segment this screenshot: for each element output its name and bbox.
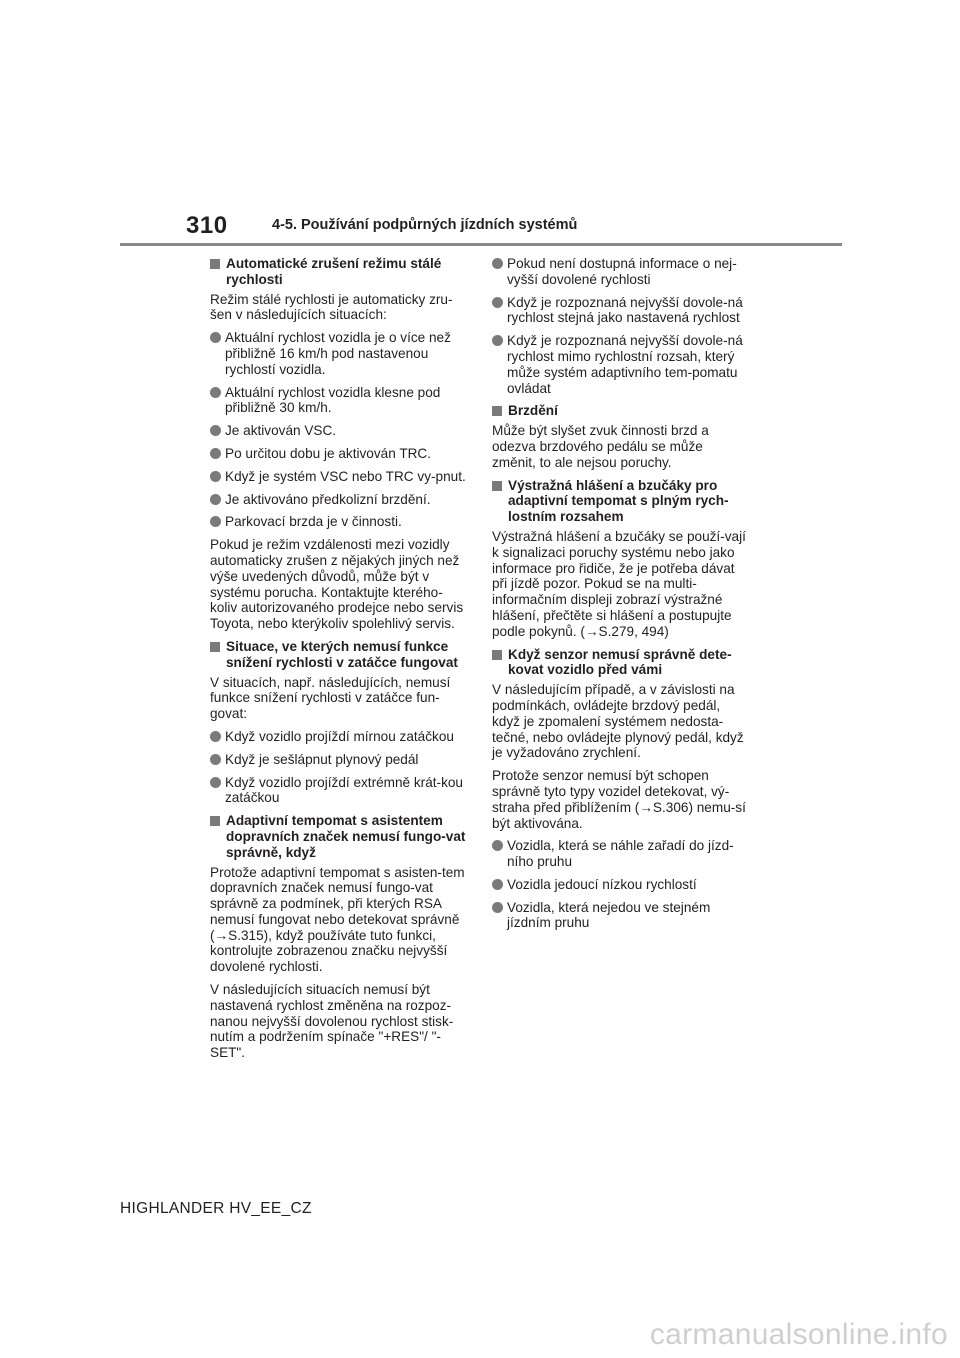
square-bullet-icon — [492, 481, 502, 491]
paragraph — [210, 982, 468, 1061]
list-item — [210, 729, 468, 745]
paragraph-text: V situacích, např. následujících, nemusí funkce snížení rychlosti v zatáčce fun-govat: — [210, 674, 451, 722]
section-heading — [210, 256, 468, 288]
paragraph-text: Pokud je režim vzdálenosti mezi vozidly automaticky zrušen z nějakých jiných než výše uvedených důvodů, může být v systému porucha. Kontaktujte kterého-koliv autorizovaného prodejce nebo servis Toyota, nebo kterýkoliv spolehlivý servis. — [210, 537, 464, 632]
list-item — [210, 469, 468, 485]
list-item — [210, 775, 468, 807]
list-item-text: Když je sešlápnut plynový pedál — [225, 751, 419, 767]
list-item-text: Po určitou dobu je aktivován TRC. — [225, 445, 432, 461]
square-bullet-icon — [210, 642, 220, 652]
square-bullet-icon — [492, 406, 502, 416]
paragraph — [210, 292, 468, 324]
paragraph — [210, 865, 468, 976]
list-item — [492, 295, 750, 327]
list-item — [492, 900, 750, 932]
circle-bullet-icon — [492, 879, 503, 890]
list-item — [210, 330, 468, 377]
right-column — [492, 256, 750, 938]
list-item — [492, 877, 750, 893]
circle-bullet-icon — [492, 840, 503, 851]
section-heading — [210, 639, 468, 671]
section-heading — [492, 478, 750, 525]
list-item — [210, 492, 468, 508]
circle-bullet-icon — [210, 494, 221, 505]
list-item-text: Když je systém VSC nebo TRC vy-pnut. — [225, 468, 466, 484]
section-heading-text: Situace, ve kterých nemusí funkce snížení rychlosti v zatáčce fungovat — [226, 638, 458, 670]
paragraph — [210, 675, 468, 722]
circle-bullet-icon — [492, 297, 503, 308]
list-item-text: Když je rozpoznaná nejvyšší dovole-ná rychlost stejná jako nastavená rychlost — [507, 294, 743, 326]
list-item-text: Je aktivován VSC. — [225, 423, 337, 439]
page-number: 310 — [186, 212, 228, 239]
list-item-text: Vozidla, která se náhle zařadí do jízd-ního pruhu — [507, 838, 734, 870]
square-bullet-icon — [210, 259, 220, 269]
paragraph-text: Výstražná hlášení a bzučáky se použí-vají k signalizaci poruchy systému nebo jako informace pro řidiče, že je potřeba dávat při jízdě pozor. Pokud se na multi-informačním displeji zobrazí výstražné hlášení, přečtěte si hlášení a postupujte podle pokynů. (→S.279, 494) — [492, 528, 746, 639]
list-item — [210, 752, 468, 768]
list-item — [210, 385, 468, 417]
list-item-text: Aktuální rychlost vozidla klesne pod přibližně 30 km/h. — [225, 384, 441, 416]
square-bullet-icon — [492, 650, 502, 660]
paragraph-text: Protože senzor nemusí být schopen správně tyto typy vozidel detekovat, vý-straha před přiblížením (→S.306) nemu-sí být aktivována. — [492, 768, 746, 831]
left-column — [210, 256, 468, 1068]
list-item — [492, 838, 750, 870]
footer-model: HIGHLANDER HV_EE_CZ — [120, 1200, 312, 1217]
circle-bullet-icon — [210, 332, 221, 343]
circle-bullet-icon — [492, 258, 503, 269]
section-heading-text: Brzdění — [508, 403, 558, 419]
list-item-text: Když vozidlo projíždí extrémně krát-kou zatáčkou — [225, 774, 463, 806]
circle-bullet-icon — [210, 731, 221, 742]
list-item-text: Je aktivováno předkolizní brzdění. — [225, 491, 431, 507]
paragraph — [492, 768, 750, 831]
list-item — [210, 514, 468, 530]
list-item — [492, 256, 750, 288]
header-rule — [120, 243, 842, 246]
list-item-text: Vozidla jedoucí nízkou rychlostí — [507, 876, 697, 892]
circle-bullet-icon — [210, 471, 221, 482]
paragraph-text: Protože adaptivní tempomat s asisten-tem dopravních značek nemusí fungo-vat správně za podmínek, při kterých RSA nemusí fungovat nebo detekovat správně (→S.315), když používáte tuto funkci, kontrolujte zobrazenou značku nejvyšší dovolené rychlosti. — [210, 864, 465, 975]
section-heading-text: Adaptivní tempomat s asistentem dopravních značek nemusí fungo-vat správně, když — [226, 813, 466, 860]
circle-bullet-icon — [210, 387, 221, 398]
paragraph-text: V následujících situacích nemusí být nastavená rychlost změněna na rozpoz-nanou nejvyšší dovolenou rychlost stisk-nutím a podržením spínače "+RES"/ "-SET". — [210, 982, 454, 1061]
section-heading — [492, 647, 750, 679]
list-item-text: Když je rozpoznaná nejvyšší dovole-ná rychlost mimo rychlostní rozsah, který může systém adaptivního tem-pomatu ovládat — [507, 333, 743, 396]
circle-bullet-icon — [492, 902, 503, 913]
paragraph — [210, 537, 468, 632]
section-heading — [492, 403, 750, 419]
paragraph-text: Může být slyšet zvuk činnosti brzd a odezva brzdového pedálu se může změnit, to ale nejsou poruchy. — [492, 423, 709, 470]
circle-bullet-icon — [210, 425, 221, 436]
section-heading-text: Výstražná hlášení a bzučáky pro adaptivní tempomat s plným rych-lostním rozsahem — [508, 477, 729, 525]
square-bullet-icon — [210, 816, 220, 826]
paragraph-text: Režim stálé rychlosti je automaticky zru-šen v následujících situacích: — [210, 291, 453, 323]
circle-bullet-icon — [210, 754, 221, 765]
circle-bullet-icon — [210, 448, 221, 459]
watermark[interactable]: carmanualsonline.info — [649, 1318, 948, 1351]
list-item-text: Vozidla, která nejedou ve stejném jízdním pruhu — [507, 899, 711, 931]
paragraph — [492, 682, 750, 761]
list-item-text: Pokud není dostupná informace o nej-vyšší dovolené rychlosti — [507, 256, 737, 287]
paragraph-text: V následujícím případě, a v závislosti na podmínkách, ovládejte brzdový pedál, když je zpomalení systémem nedosta-tečné, nebo ovládejte plynový pedál, když je vyžadováno zrychlení. — [492, 682, 744, 761]
paragraph — [492, 529, 750, 640]
list-item — [492, 333, 750, 396]
circle-bullet-icon — [492, 335, 503, 346]
list-item-text: Aktuální rychlost vozidla je o více než přibližně 16 km/h pod nastavenou rychlostí vozidla. — [225, 330, 451, 377]
section-heading-text: Automatické zrušení režimu stálé rychlosti — [226, 256, 442, 287]
section-heading-text: Když senzor nemusí správně dete-kovat vozidlo před vámi — [508, 646, 732, 678]
list-item — [210, 423, 468, 439]
section-heading — [210, 813, 468, 860]
list-item-text: Parkovací brzda je v činnosti. — [225, 514, 402, 530]
chapter-title: 4-5. Používání podpůrných jízdních systémů — [272, 217, 578, 233]
paragraph — [492, 423, 750, 470]
list-item-text: Když vozidlo projíždí mírnou zatáčkou — [225, 728, 454, 744]
circle-bullet-icon — [210, 777, 221, 788]
list-item — [210, 446, 468, 462]
circle-bullet-icon — [210, 516, 221, 527]
